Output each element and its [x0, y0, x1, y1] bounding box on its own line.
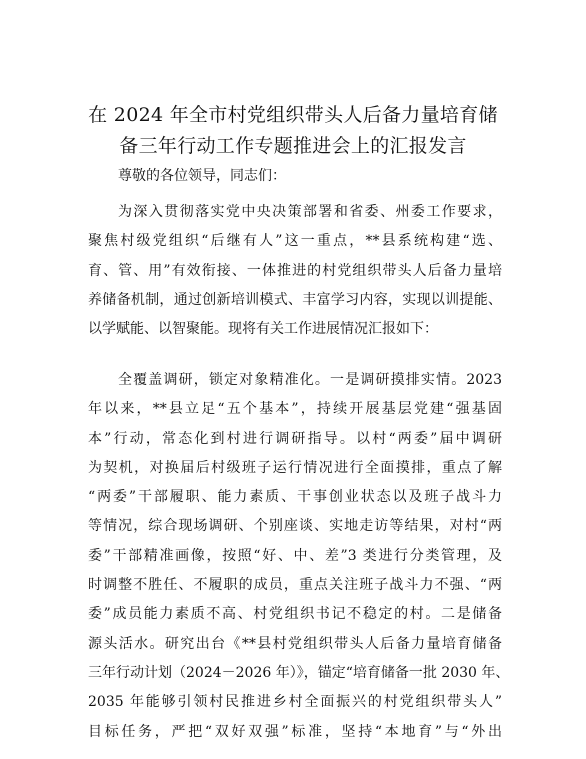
paragraph-2-line-9: 委”成员能力素质不高、村党组织书记不稳定的村。二是储备: [88, 606, 502, 623]
paragraph-1: [88, 198, 502, 344]
paragraph-1-line-5: 以学赋能、以智聚能。现将有关工作进展情况汇报如下：: [88, 321, 438, 338]
paragraph-2-line-7: 委”干部精准画像，按照“好、中、差”3 类进行分类管理，及: [88, 547, 502, 564]
paragraph-2-line-6: 等情况，综合现场调研、个别座谈、实地走访等结果，对村“两: [88, 518, 502, 535]
paragraph-2-line-11: 三年行动计划（2024－2026 年）》，锚定“培育储备一批 2030 年、: [88, 664, 510, 681]
paragraph-2-line-1: 全覆盖调研，锁定对象精准化。一是调研摸排实情。2023: [118, 372, 502, 388]
paragraph-1-line-4: 养储备机制，通过创新培训模式、丰富学习内容，实现以训提能、: [88, 291, 502, 308]
salutation: 尊敬的各位领导，同志们：: [118, 168, 286, 184]
paragraph-2-line-12: 2035 年能够引领村民推进乡村全面振兴的村党组织带头人”: [88, 694, 502, 711]
paragraph-1-line-3: 育、管、用”有效衔接、一体推进的村党组织带头人后备力量培: [88, 262, 502, 279]
paragraph-2-line-3: 本”行动，常态化到村进行调研指导。以村“两委”届中调研: [88, 430, 502, 447]
document-title: [50, 100, 536, 162]
paragraph-2-line-8: 时调整不胜任、不履职的成员，重点关注班子战斗力不强、“两: [88, 577, 502, 594]
paragraph-1-line-1: 为深入贯彻落实党中央决策部署和省委、州委工作要求，: [118, 204, 502, 220]
title-line-2: 备三年行动工作专题推进会上的汇报发言: [119, 135, 467, 157]
paragraph-2-line-13: 目标任务，严把“双好双强”标准，坚持“本地育”与“外出: [88, 723, 502, 740]
paragraph-2-line-10: 源头活水。研究出台《**县村党组织带头人后备力量培育储备: [88, 635, 502, 652]
title-line-1: 在 2024 年全市村党组织带头人后备力量培育储: [88, 104, 498, 126]
paragraph-2: [88, 366, 510, 747]
paragraph-1-line-2: 聚焦村级党组织“后继有人”这一重点，**县系统构建“选、: [88, 233, 502, 250]
paragraph-2-line-2: 年以来，**县立足“五个基本”，持续开展基层党建“强基固: [88, 401, 502, 418]
paragraph-2-line-5: “两委”干部履职、能力素质、干事创业状态以及班子战斗力: [88, 489, 502, 506]
paragraph-2-line-4: 为契机，对换届后村级班子运行情况进行全面摸排，重点了解: [88, 459, 502, 476]
